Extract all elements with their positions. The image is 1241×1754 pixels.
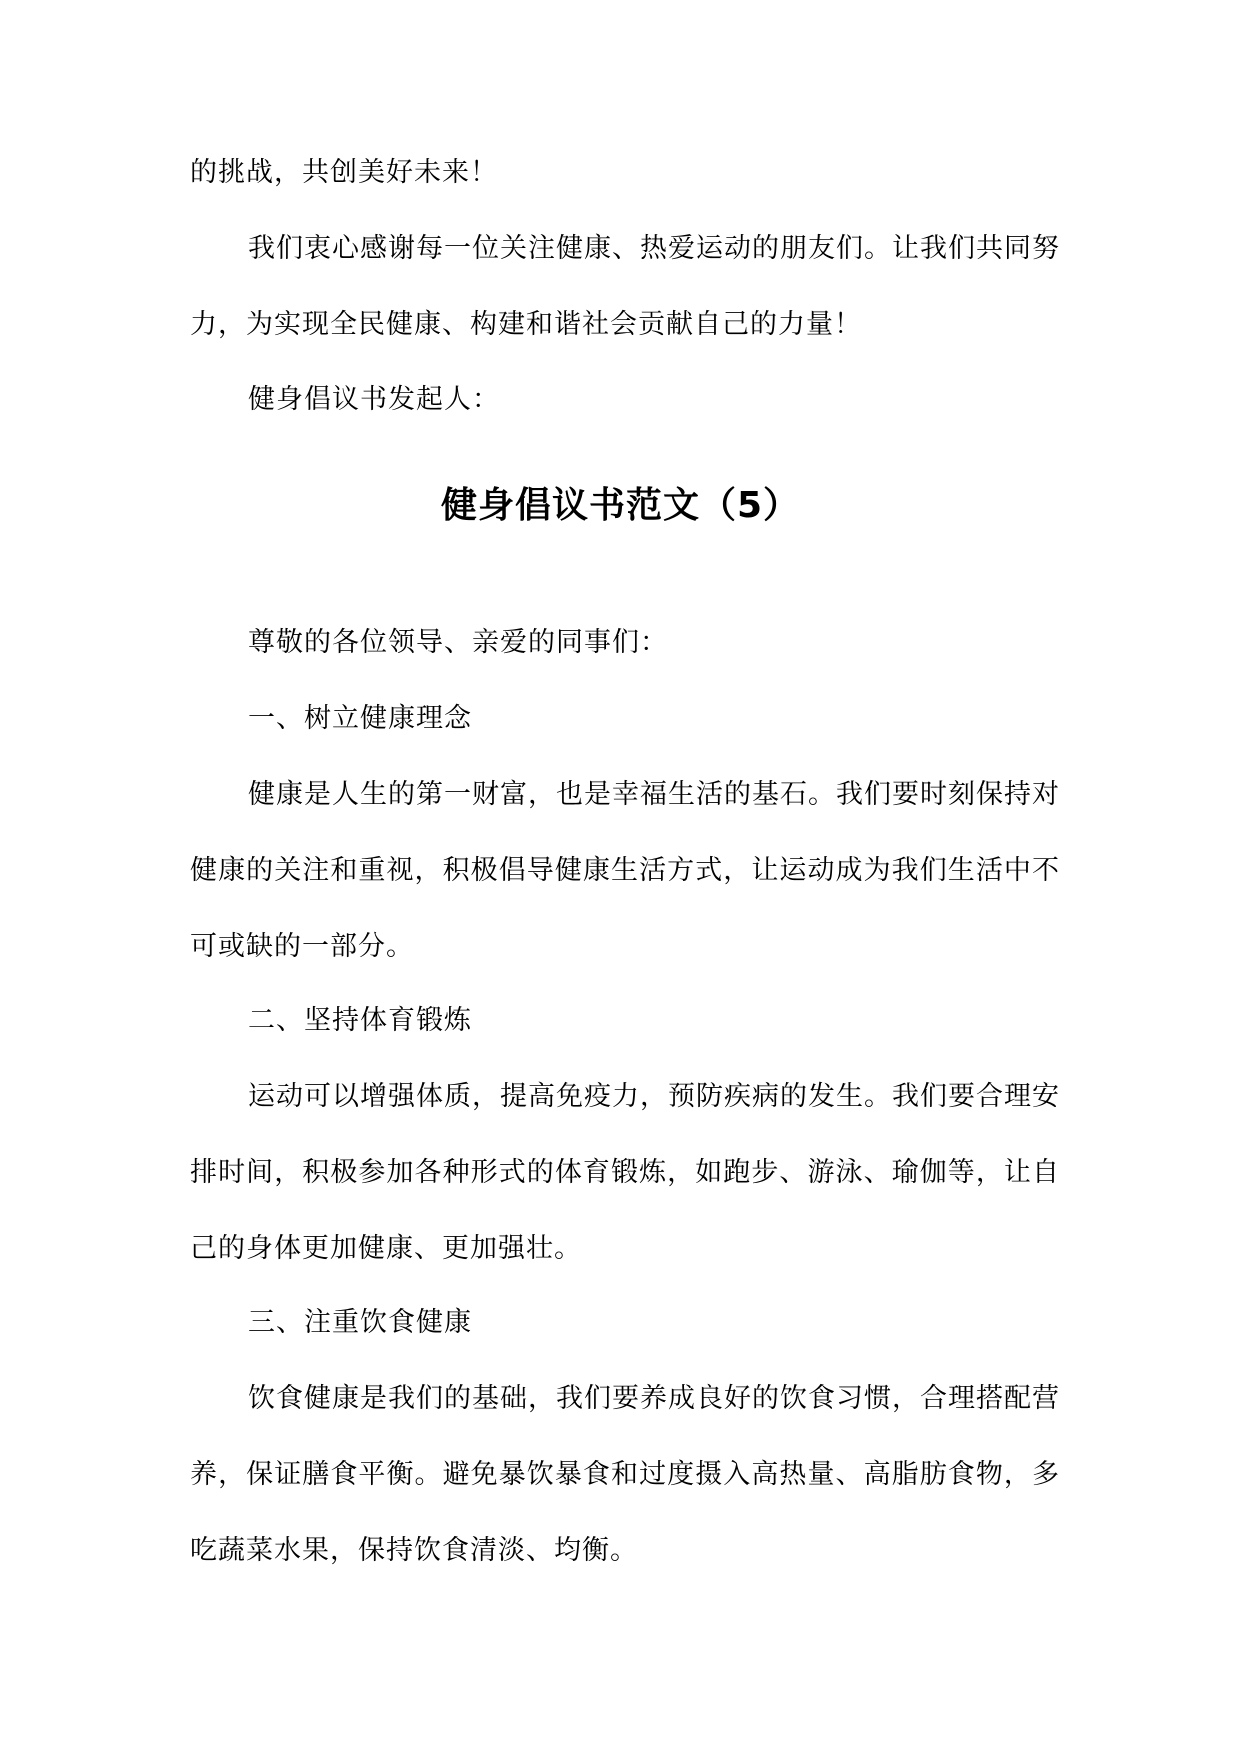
heading-1: 一、树立健康理念 — [248, 703, 472, 734]
section-title: 健身倡议书范文（5） — [440, 485, 801, 526]
initiator-line: 健身倡议书发起人： — [248, 384, 500, 415]
heading-2: 二、坚持体育锻炼 — [248, 1005, 472, 1036]
paragraph-3: 饮食健康是我们的基础，我们要养成良好的饮食习惯，合理搭配营养，保证膳食平衡。避免暴饮暴食和过度摄入高热量、高脂肪食物，多吃蔬菜水果，保持饮食清淡、均衡。 — [190, 1383, 1060, 1566]
carryover-text: 的挑战，共创美好未来！ — [190, 157, 498, 188]
salutation: 尊敬的各位领导、亲爱的同事们： — [248, 627, 668, 658]
heading-3: 三、注重饮食健康 — [248, 1307, 472, 1338]
thanks-paragraph: 我们衷心感谢每一位关注健康、热爱运动的朋友们。让我们共同努力，为实现全民健康、构建和谐社会贡献自己的力量！ — [190, 233, 1060, 340]
paragraph-1: 健康是人生的第一财富，也是幸福生活的基石。我们要时刻保持对健康的关注和重视，积极倡导健康生活方式，让运动成为我们生活中不可或缺的一部分。 — [190, 779, 1060, 962]
paragraph-2: 运动可以增强体质，提高免疫力，预防疾病的发生。我们要合理安排时间，积极参加各种形式的体育锻炼，如跑步、游泳、瑜伽等，让自己的身体更加健康、更加强壮。 — [190, 1081, 1060, 1264]
